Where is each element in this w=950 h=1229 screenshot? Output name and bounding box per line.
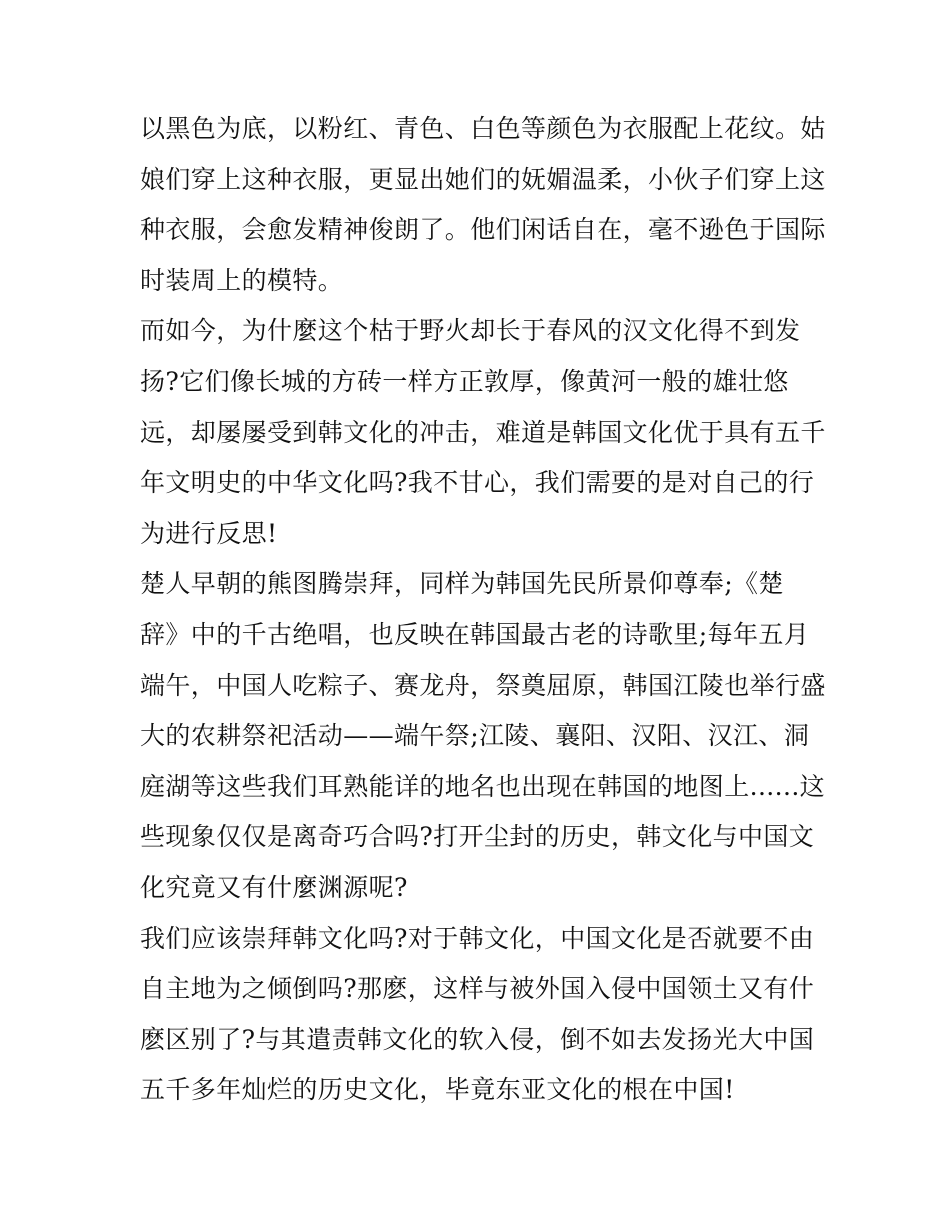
text-line: 种衣服，会愈发精神俊朗了。他们闲话自在，毫不逊色于国际 xyxy=(140,215,826,245)
text-line: 远，却屡屡受到韩文化的冲击，难道是韩国文化优于具有五千 xyxy=(140,417,826,447)
text-line: 化究竟又有什麼渊源呢? xyxy=(140,872,408,902)
text-line: 为进行反思! xyxy=(140,518,278,548)
text-line: 我们应该崇拜韩文化吗?对于韩文化，中国文化是否就要不由 xyxy=(140,923,815,953)
text-line: 娘们穿上这种衣服，更显出她们的妩媚温柔，小伙子们穿上这 xyxy=(140,164,826,194)
text-line: 麽区别了?与其遣责韩文化的软入侵，倒不如去发扬光大中国 xyxy=(140,1024,815,1054)
text-line: 以黑色为底，以粉红、青色、白色等颜色为衣服配上花纹。姑 xyxy=(140,114,826,143)
text-line: 庭湖等这些我们耳熟能详的地名也出现在韩国的地图上......这 xyxy=(140,771,826,801)
text-line: 自主地为之倾倒吗?那麽，这样与被外国入侵中国领土又有什 xyxy=(140,974,815,1004)
text-line: 大的农耕祭祀活动——端午祭;江陵、襄阳、汉阳、汉江、洞 xyxy=(140,721,810,751)
text-line: 楚人早朝的熊图腾崇拜，同样为韩国先民所景仰尊奉;《楚 xyxy=(140,569,784,599)
text-line: 些现象仅仅是离奇巧合吗?打开尘封的历史，韩文化与中国文 xyxy=(140,822,815,852)
text-line: 辞》中的千古绝唱，也反映在韩国最古老的诗歌里;每年五月 xyxy=(140,619,810,649)
text-line: 年文明史的中华文化吗?我不甘心，我们需要的是对自己的行 xyxy=(140,468,815,498)
text-line: 端午，中国人吃粽子、赛龙舟，祭奠屈原，韩国江陵也举行盛 xyxy=(140,670,826,700)
text-line: 五千多年灿烂的历史文化，毕竟东亚文化的根在中国! xyxy=(140,1075,735,1105)
text-line: 扬?它们像长城的方砖一样方正敦厚，像黄河一般的雄壮悠 xyxy=(140,366,789,396)
body-text xyxy=(140,104,826,1116)
text-line: 时装周上的模特。 xyxy=(140,265,344,295)
text-line: 而如今，为什麼这个枯于野火却长于春风的汉文化得不到发 xyxy=(140,316,801,346)
